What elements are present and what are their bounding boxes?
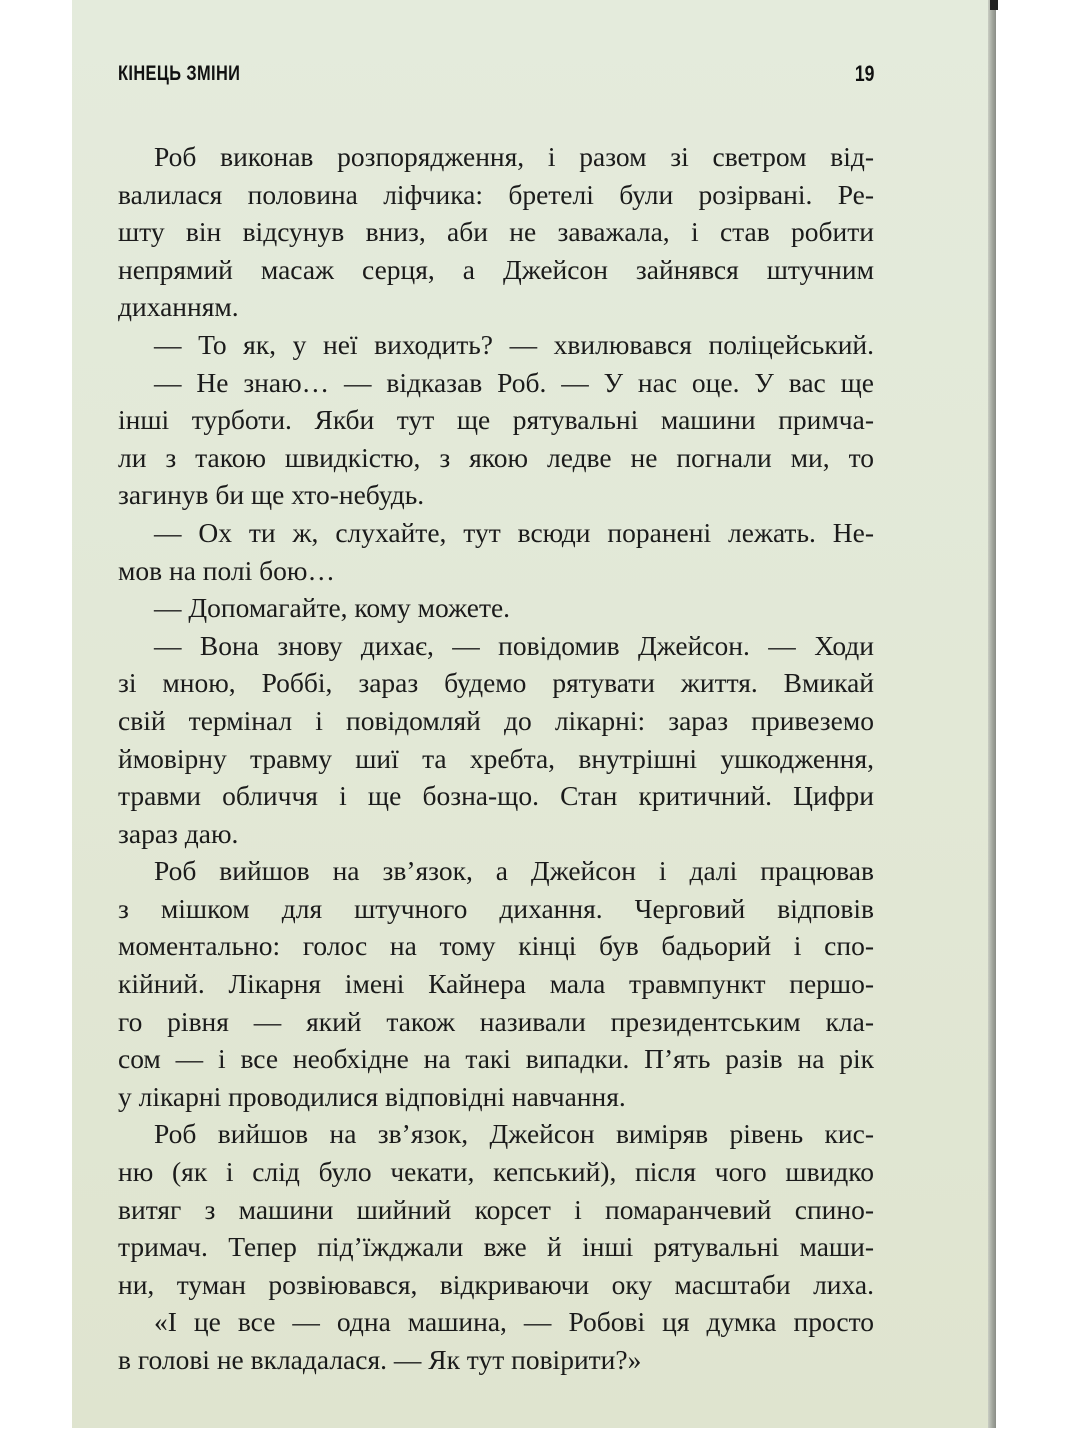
text-line: ню (як і слід було чекати, кепський), після чого швидко: [118, 1156, 874, 1188]
text-line: зі мною, Роббі, зараз будемо рятувати життя. Вмикай: [118, 667, 874, 699]
text-line: — Допомагайте, кому можете.: [154, 592, 511, 624]
text-line: сом — і все необхідне на такі випадки. П’ять разів на рік: [118, 1043, 874, 1075]
text-line: моментально: голос на тому кінці був бадьорий і спо-: [118, 930, 874, 962]
text-line: свій термінал і повідомляй до лікарні: зараз привеземо: [118, 704, 874, 736]
text-line: непрямий масаж серця, а Джейсон зайнявся штучним: [118, 253, 874, 285]
running-title: КІНЕЦЬ ЗМІНИ: [118, 62, 241, 85]
text-line: Роб вийшов на зв’язок, Джейсон виміряв рівень кис-: [154, 1118, 874, 1150]
text-line: — Вона знову дихає, — повідомив Джейсон. — Ходи: [154, 629, 874, 661]
text-line: — Не знаю… — відказав Роб. — У нас оце. У вас ще: [154, 366, 874, 398]
text-line: диханням.: [118, 291, 239, 323]
page-corner-mark: [990, 0, 998, 10]
text-line: травми обличчя і ще бозна-що. Стан критичний. Цифри: [118, 780, 874, 812]
page-edge-shadow: [988, 0, 996, 1428]
text-line: «І це все — одна машина, — Робові ця думка просто: [154, 1306, 874, 1338]
text-line: — Ох ти ж, слухайте, тут всюди поранені лежать. Не-: [154, 516, 874, 548]
text-line: зараз даю.: [118, 817, 239, 849]
text-line: кійний. Лікарня імені Кайнера мала травмпункт першо-: [118, 968, 874, 1000]
body-text: [118, 138, 874, 1379]
text-line: ймовірну травму шиї та хребта, внутрішні ушкодження,: [118, 742, 874, 774]
page-number: 19: [854, 61, 874, 86]
text-line: Роб виконав розпорядження, і разом зі светром від-: [154, 141, 874, 172]
text-line: у лікарні проводилися відповідні навчання.: [118, 1080, 626, 1112]
text-line: тримач. Тепер під’їжджали вже й інші рятувальні маши-: [118, 1231, 874, 1263]
running-header: [118, 58, 874, 90]
text-line: в голові не вкладалася. — Як тут повірити?»: [118, 1344, 642, 1375]
text-line: витяг з машини шийний корсет і помаранчевий спино-: [118, 1193, 874, 1225]
text-line: го рівня — який також називали президентським кла-: [118, 1005, 874, 1037]
text-line: ни, туман розвіювався, відкриваючи оку масштаби лиха.: [118, 1268, 874, 1300]
text-line: мов на полі бою…: [118, 554, 335, 586]
text-line: валилася половина ліфчика: бретелі були розірвані. Ре-: [118, 178, 874, 210]
text-line: ли з такою швидкістю, з якою ледве не погнали ми, то: [118, 441, 874, 473]
text-line: — То як, у неї виходить? — хвилювався поліцейський.: [154, 328, 874, 360]
text-line: інші турботи. Якби тут ще рятувальні машини примча-: [118, 404, 874, 436]
text-line: Роб вийшов на зв’язок, а Джейсон і далі працював: [154, 855, 874, 887]
text-line: шту він відсунув вниз, аби не заважала, і став робити: [118, 216, 874, 248]
text-line: з мішком для штучного дихання. Черговий відповів: [118, 892, 874, 924]
text-line: загинув би ще хто-небудь.: [118, 479, 425, 511]
